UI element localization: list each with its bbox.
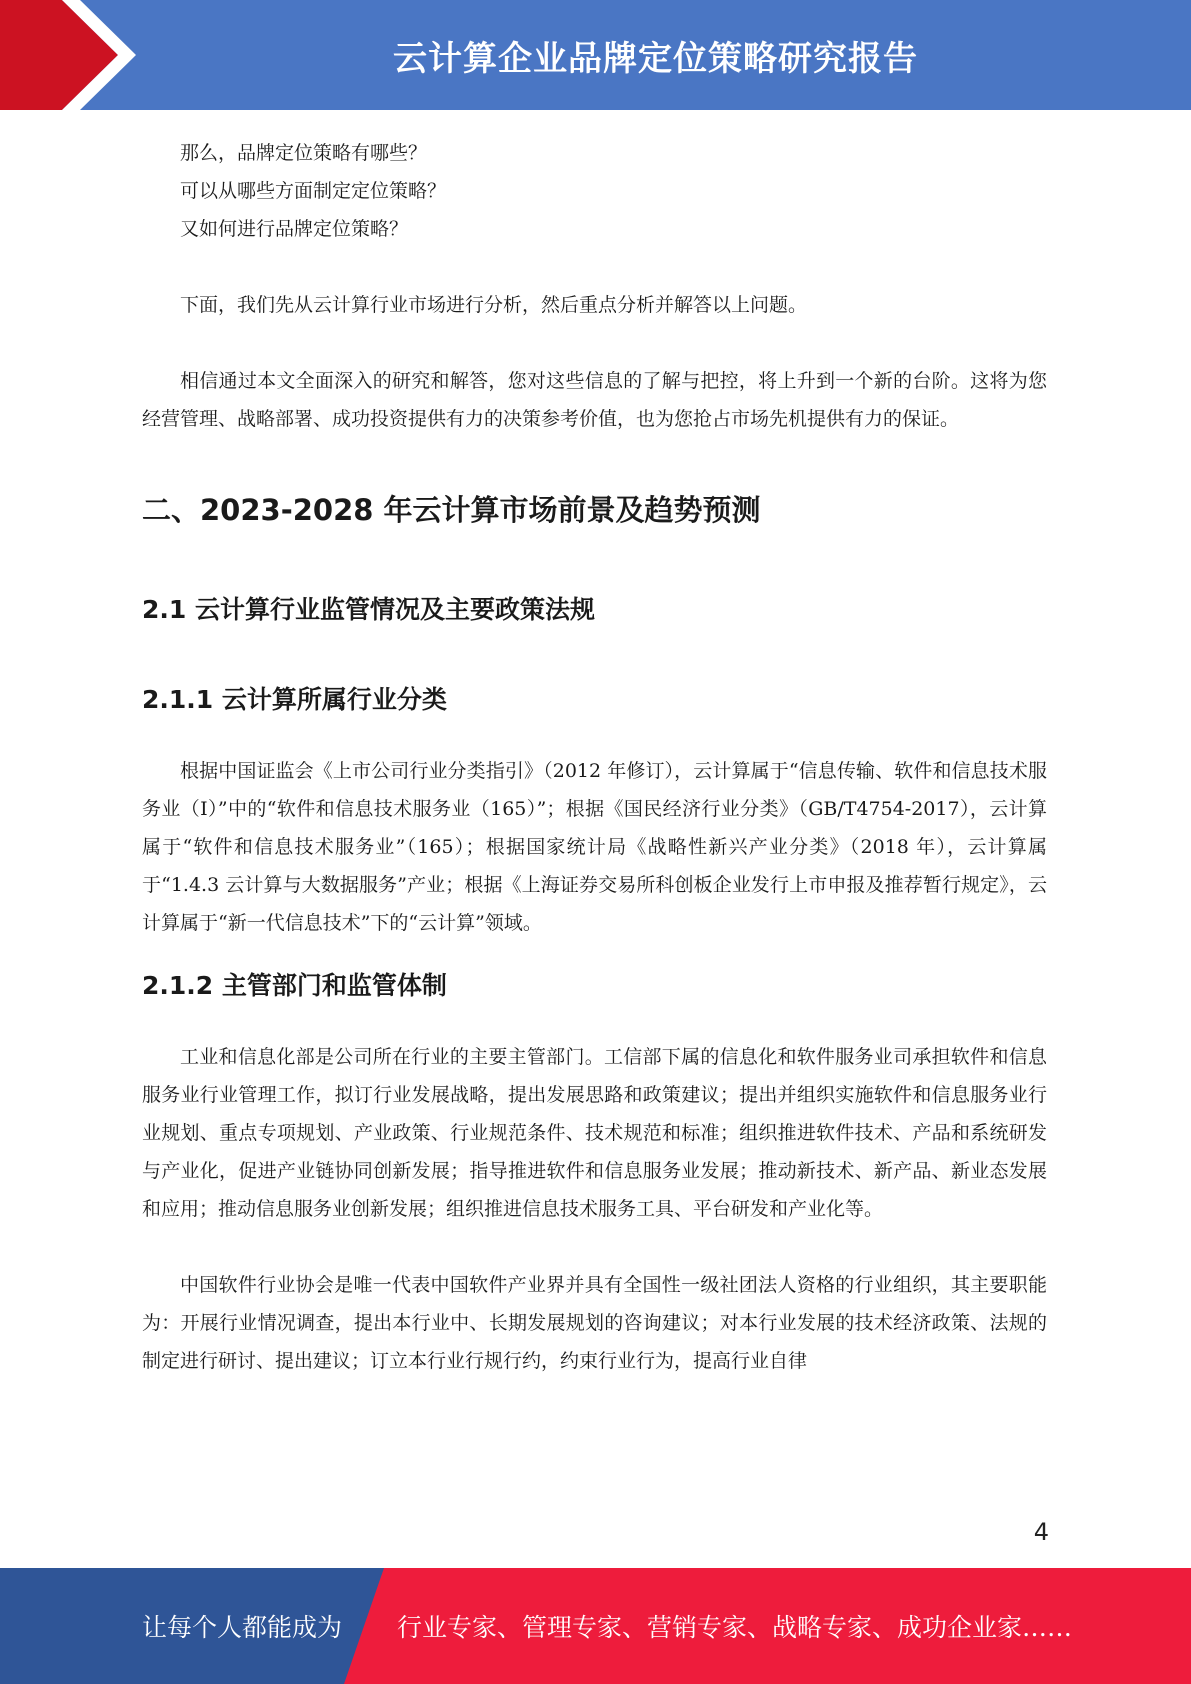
body-paragraph: 工业和信息化部是公司所在行业的主要主管部门。工信部下属的信息化和软件服务业司承担软件和信息服务业行业管理工作，拟订行业发展战略，提出发展思路和政策建议；提出并组织实施软件和信息服务业行业规划、重点专项规划、产业政策、行业规范条件、技术规范和标准；组织推进软件技术、产品和系统研发与产业化，促进产业链协同创新发展；指导推进软件和信息服务业发展；推动新技术、新产品、新业态发展和应用；推动信息服务业创新发展；组织推进信息技术服务工具、平台研发和产业化等。 xyxy=(142,1046,1047,1220)
page-number: 4 xyxy=(1033,1518,1049,1546)
page-footer xyxy=(0,1568,1191,1684)
body-paragraph: 中国软件行业协会是唯一代表中国软件产业界并具有全国性一级社团法人资格的行业组织，其主要职能为：开展行业情况调查，提出本行业中、长期发展规划的咨询建议；对本行业发展的技术经济政策、法规的制定进行研讨、提出建议；订立本行业行规行约，约束行业行为，提高行业自律 xyxy=(142,1274,1047,1372)
body-paragraph: 根据中国证监会《上市公司行业分类指引》（2012 年修订），云计算属于“信息传输、软件和信息技术服务业（I）”中的“软件和信息技术服务业（165）”；根据《国民经济行业分类》（GB/T4754-2017），云计算属于“软件和信息技术服务业”（165）；根据国家统计局《战略性新兴产业分类》（2018 年），云计算属于“1.4.3 云计算与大数据服务”产业；根据《上海证券交易所科创板企业发行上市申报及推荐暂行规定》，云计算属于“新一代信息技术”下的“云计算”领域。 xyxy=(142,760,1047,934)
question-line: 又如何进行品牌定位策略？ xyxy=(180,218,409,240)
page-header xyxy=(0,0,1191,110)
question-line: 那么，品牌定位策略有哪些？ xyxy=(180,142,428,164)
part-heading: 2.1.1 云计算所属行业分类 xyxy=(142,685,447,714)
document-body xyxy=(142,134,1047,1380)
section-heading: 二、2023-2028 年云计算市场前景及趋势预测 xyxy=(142,493,761,527)
footer-roles: 行业专家、管理专家、营销专家、战略专家、成功企业家…… xyxy=(397,1613,1073,1642)
intro-paragraph: 下面，我们先从云计算行业市场进行分析，然后重点分析并解答以上问题。 xyxy=(180,294,808,316)
footer-slogan: 让每个人都能成为 xyxy=(142,1613,343,1642)
report-title: 云计算企业品牌定位策略研究报告 xyxy=(393,38,918,79)
intro-paragraph: 相信通过本文全面深入的研究和解答，您对这些信息的了解与把控，将上升到一个新的台阶。这将为您经营管理、战略部署、成功投资提供有力的决策参考价值，也为您抢占市场先机提供有力的保证。 xyxy=(142,370,1047,430)
question-line: 可以从哪些方面制定定位策略？ xyxy=(180,180,447,202)
subsection-heading: 2.1 云计算行业监管情况及主要政策法规 xyxy=(142,595,595,624)
part-heading: 2.1.2 主管部门和监管体制 xyxy=(142,971,447,1000)
